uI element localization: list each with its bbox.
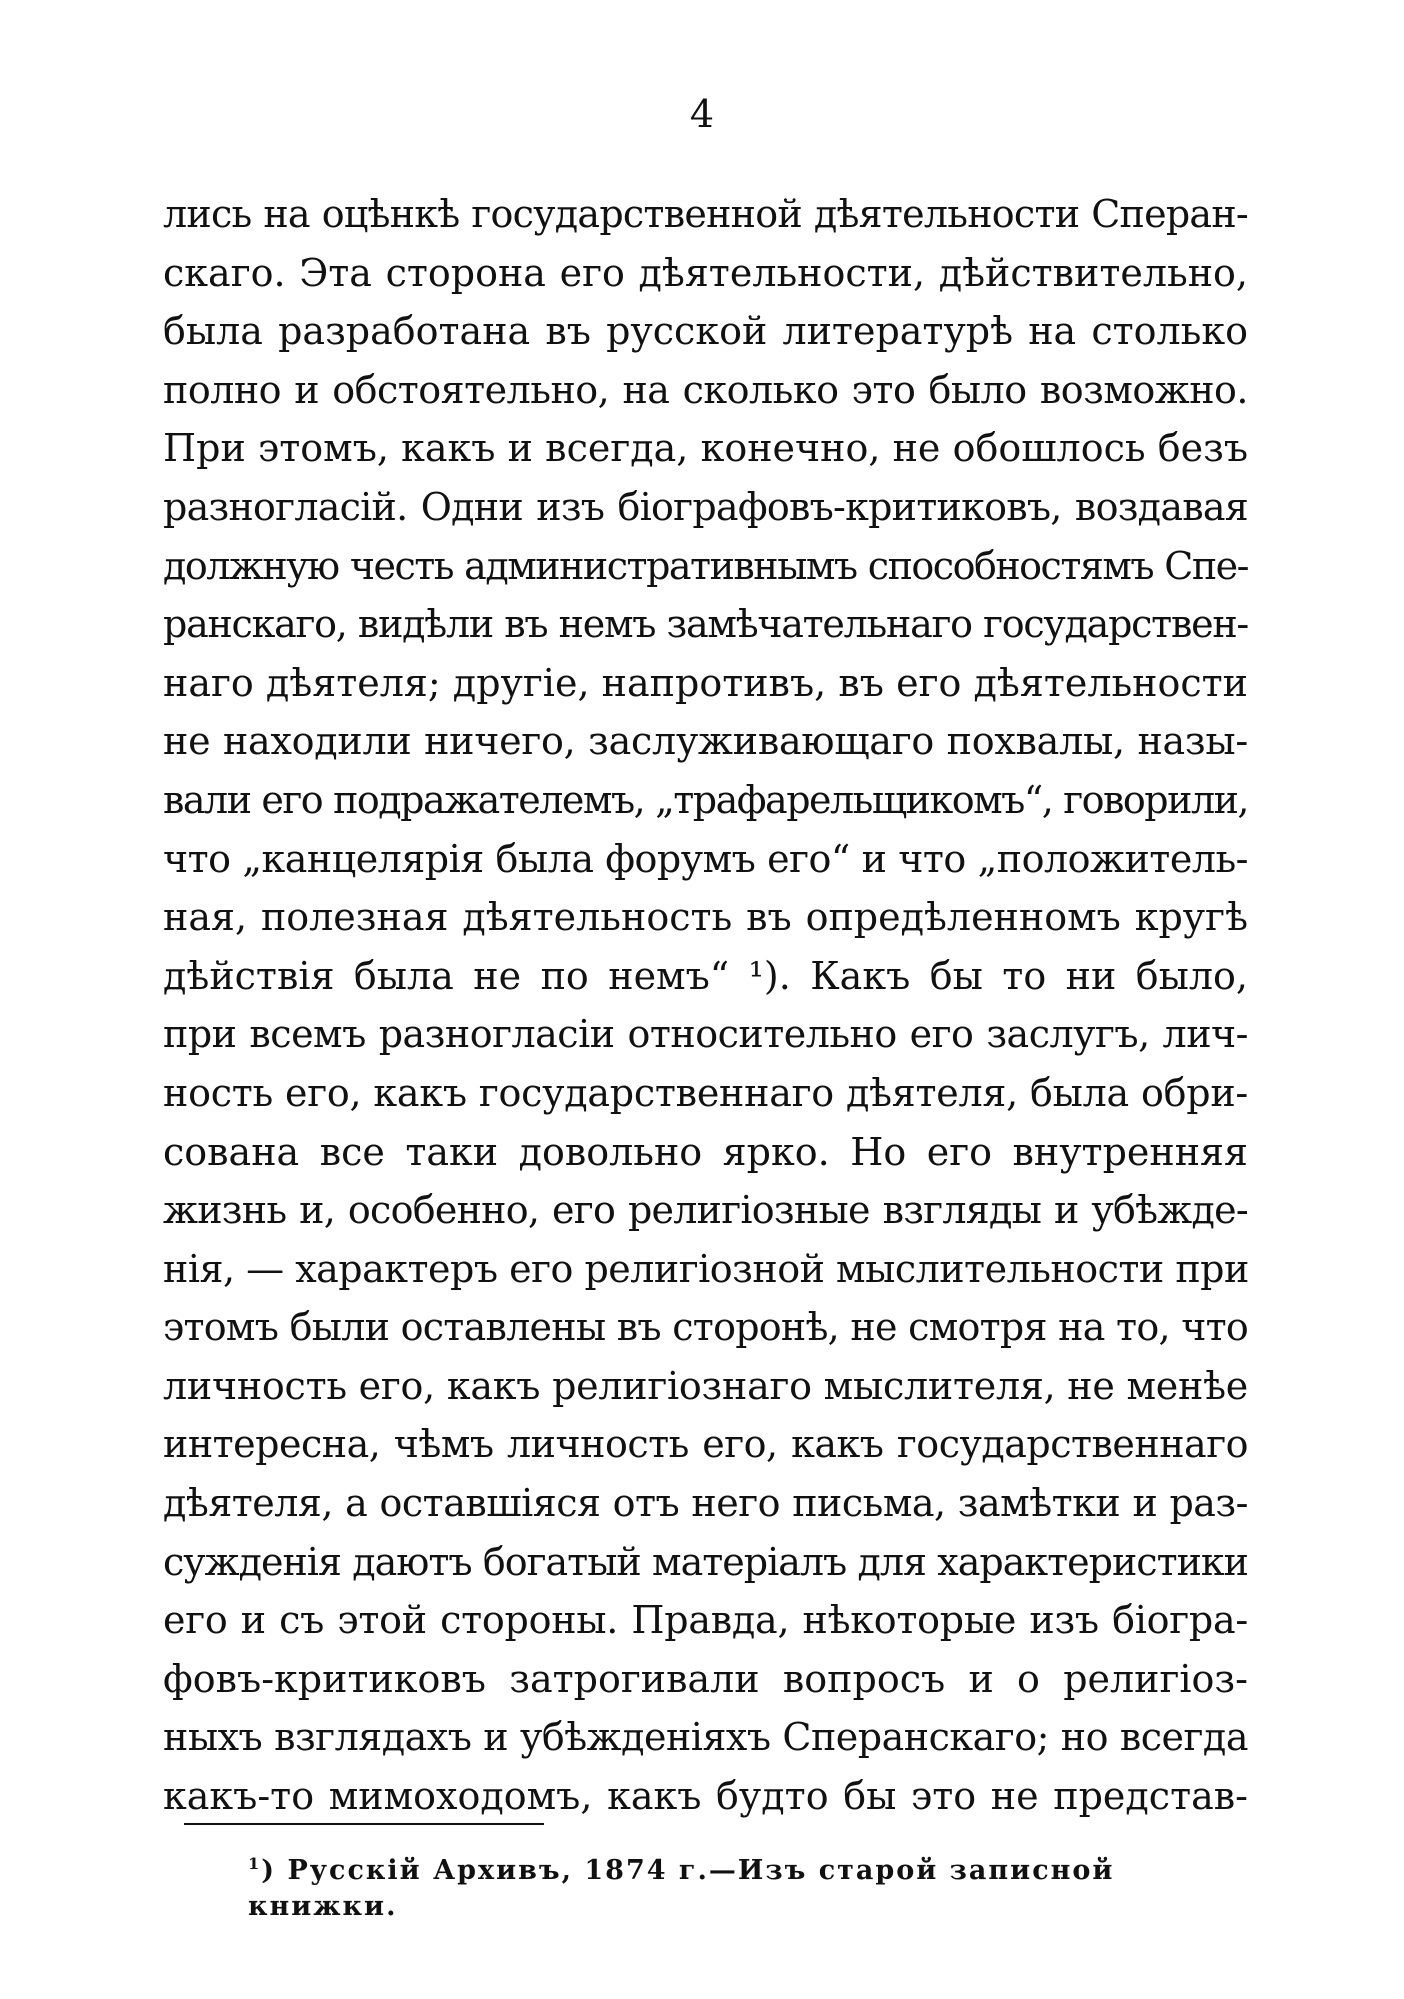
text-line: ность его, какъ государственнаго дѣятеля, была обри- (163, 1070, 1248, 1115)
text-line: личность его, какъ религіознаго мыслителя, не менѣе (163, 1363, 1248, 1408)
text-line: этомъ были оставлены въ сторонѣ, не смотря на то, что (163, 1305, 1248, 1350)
text-line: вали его подражателемъ, „трафарельщикомъ“, говорили, (163, 777, 1248, 822)
text-line: полно и обстоятельно, на сколько это было возможно. (163, 367, 1248, 412)
text-line: была разработана въ русской литературѣ на столько (163, 309, 1248, 354)
footnote-separator (184, 1823, 544, 1825)
body-text (163, 185, 1248, 1826)
text-line: лись на оцѣнкѣ государственной дѣятельности Сперан- (163, 192, 1248, 236)
page-number: 4 (689, 92, 715, 136)
footnote: $^1$) Русскій Архивъ, 1874 г.—Изъ старой записной книжки. (248, 1854, 1115, 1922)
text-line: разногласій. Одни изъ біографовъ-критиковъ, воздавая (163, 484, 1248, 529)
text-line: жизнь и, особенно, его религіозные взгляды и убѣжде- (163, 1188, 1248, 1233)
text-line: его и съ этой стороны. Правда, нѣкоторые изъ біогра- (163, 1598, 1248, 1643)
footnote-text: Русскій Архивъ, 1874 г.—Изъ старой записной книжки. (248, 1855, 1115, 1922)
text-line: наго дѣятеля; другіе, напротивъ, въ его дѣятельности (163, 660, 1248, 705)
text-line: ная, полезная дѣятельность въ опредѣленномъ кругѣ (163, 895, 1248, 940)
text-line: какъ-то мимоходомъ, какъ будто бы это не представ- (163, 1774, 1248, 1819)
text-line: скаго. Эта сторона его дѣятельности, дѣйствительно, (163, 250, 1248, 295)
text-line: При этомъ, какъ и всегда, конечно, не обошлось безъ (163, 426, 1248, 471)
footnote-marker: 1 (248, 1854, 262, 1873)
text-line: ныхъ взглядахъ и убѣжденіяхъ Сперанскаго; но всегда (163, 1715, 1248, 1760)
text-line: дѣятеля, а оставшіяся отъ него письма, замѣтки и раз- (163, 1481, 1248, 1526)
text-line: фовъ-критиковъ затрогивали вопросъ и о религіоз- (163, 1656, 1248, 1701)
text-line: при всемъ разногласіи относительно его заслугъ, лич- (163, 1012, 1248, 1057)
text-line: что „канцелярія была форумъ его“ и что „положитель- (163, 836, 1248, 881)
text-line: ранскаго, видѣли въ немъ замѣчательнаго государствен- (163, 602, 1248, 647)
text-line: не находили ничего, заслуживающаго похвалы, назы- (163, 719, 1248, 764)
text-line: дѣйствія была не по немъ“ ¹). Какъ бы то ни было, (163, 953, 1248, 998)
text-line: интересна, чѣмъ личность его, какъ государственнаго (163, 1422, 1248, 1467)
text-line: сована все таки довольно ярко. Но его внутренняя (163, 1129, 1248, 1174)
text-line: должную честь административнымъ способностямъ Спе- (163, 543, 1248, 588)
text-line: нія, — характеръ его религіозной мыслительности при (163, 1246, 1249, 1291)
text-line: сужденія даютъ богатый матеріалъ для характеристики (163, 1539, 1248, 1584)
